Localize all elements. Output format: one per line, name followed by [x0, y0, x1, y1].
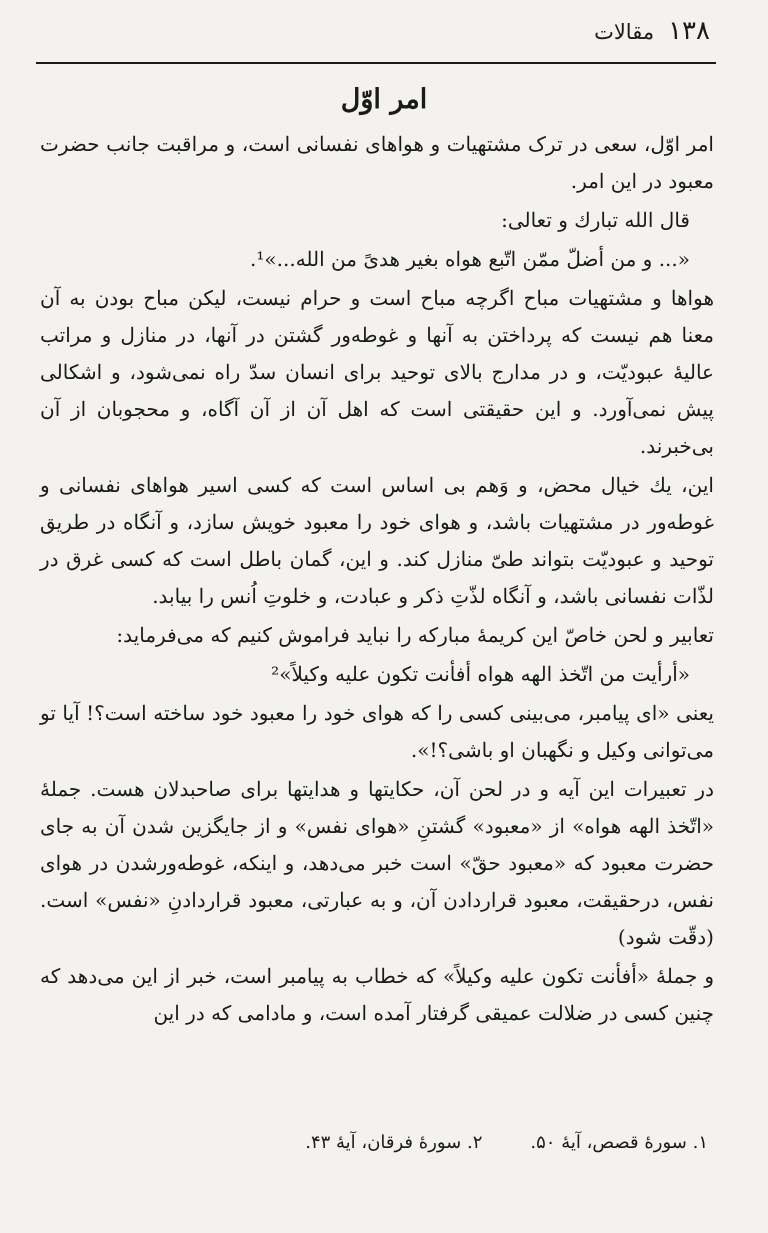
running-header — [594, 16, 710, 46]
section-title: امر اوّل — [340, 84, 428, 115]
paragraph: این، یك خیال محض، و وَهم بی اساس است که کسی اسیر هواهای نفسانی و غوطه‌ور در مشتهیات باشد، و هوای خود را معبود خویش سازد، و آنگاه در طریق توحید و عبودیّت بتواند طیّ منازل کند. و این، گمان باطل است که کسی غرق در لذّات نفسانی باشد، و آنگاه لذّتِ ذکر و عبادت، و خلوتِ اُنس را بیابد. — [40, 473, 714, 608]
running-title: مقالات — [594, 20, 655, 44]
body-text — [40, 126, 714, 1034]
header-rule — [36, 62, 716, 64]
page-number: ۱۳۸ — [668, 16, 710, 46]
paragraph: تعابیر و لحن خاصّ این کریمهٔ مبارکه را نباید فراموش کنیم که می‌فرماید: — [116, 623, 714, 647]
paragraph: یعنی «ای پیامبر، می‌بینی کسی را که هوای خود را معبود خود ساخته است؟! آیا تو می‌توانی وکیل و نگهبان او باشی؟!». — [40, 701, 714, 762]
paragraph: قال الله تبارك و تعالی: — [501, 208, 690, 232]
quran-quote: «... و من أضلّ ممّن اتّبع هواه بغیر هدیً من الله...»¹. — [250, 247, 690, 271]
paragraph: هواها و مشتهیات مباح اگرچه مباح است و حرام نیست، لیکن مباح بودن به آن معنا هم نیست که پرداختن به آنها و غوطه‌ور گشتن در آنها، در منازل و مراتب عالیهٔ عبودیّت، و در مدارج بالای توحید برای انسان سدّ راه نمی‌شود، و اشکالی پیش نمی‌آورد. و این حقیقتی است که اهل آن از آن آگاه، و محجوبان از آن بی‌خبرند. — [40, 286, 714, 458]
footnotes — [40, 1132, 708, 1153]
paragraph: در تعبیرات این آیه و در لحن آن، حکایتها و هدایتها برای صاحبدلان هست. جملهٔ «اتّخذ الهه هواه» از «معبود» گشتنِ «هوای نفس» و از جایگزین شدن آن به جای حضرت معبود که «معبود حقّ» است خبر می‌دهد، و اینکه، غوطه‌ورشدن در هوای نفس، درحقیقت، معبود قراردادن آن، و به عبارتی، معبود قراردادنِ «نفس» است. (دقّت شود) — [40, 777, 714, 949]
footnote: ۱. سورهٔ قصص، آیهٔ ۵۰. — [530, 1132, 708, 1153]
paragraph: و جملهٔ «أفأنت تکون علیه وکیلاً» که خطاب به پیامبر است، خبر از این می‌دهد که چنین کسی در ضلالت عمیقی گرفتار آمده است، و مادامی که در این — [40, 964, 714, 1025]
paragraph: امر اوّل، سعی در ترک مشتهیات و هواهای نفسانی است، و مراقبت جانب حضرت معبود در این امر. — [40, 132, 714, 193]
footnote: ۲. سورهٔ فرقان، آیهٔ ۴۳. — [305, 1132, 483, 1153]
quran-quote: «أرأیت من اتّخذ الهه هواه أفأنت تکون علیه وکیلاً»² — [271, 662, 690, 686]
